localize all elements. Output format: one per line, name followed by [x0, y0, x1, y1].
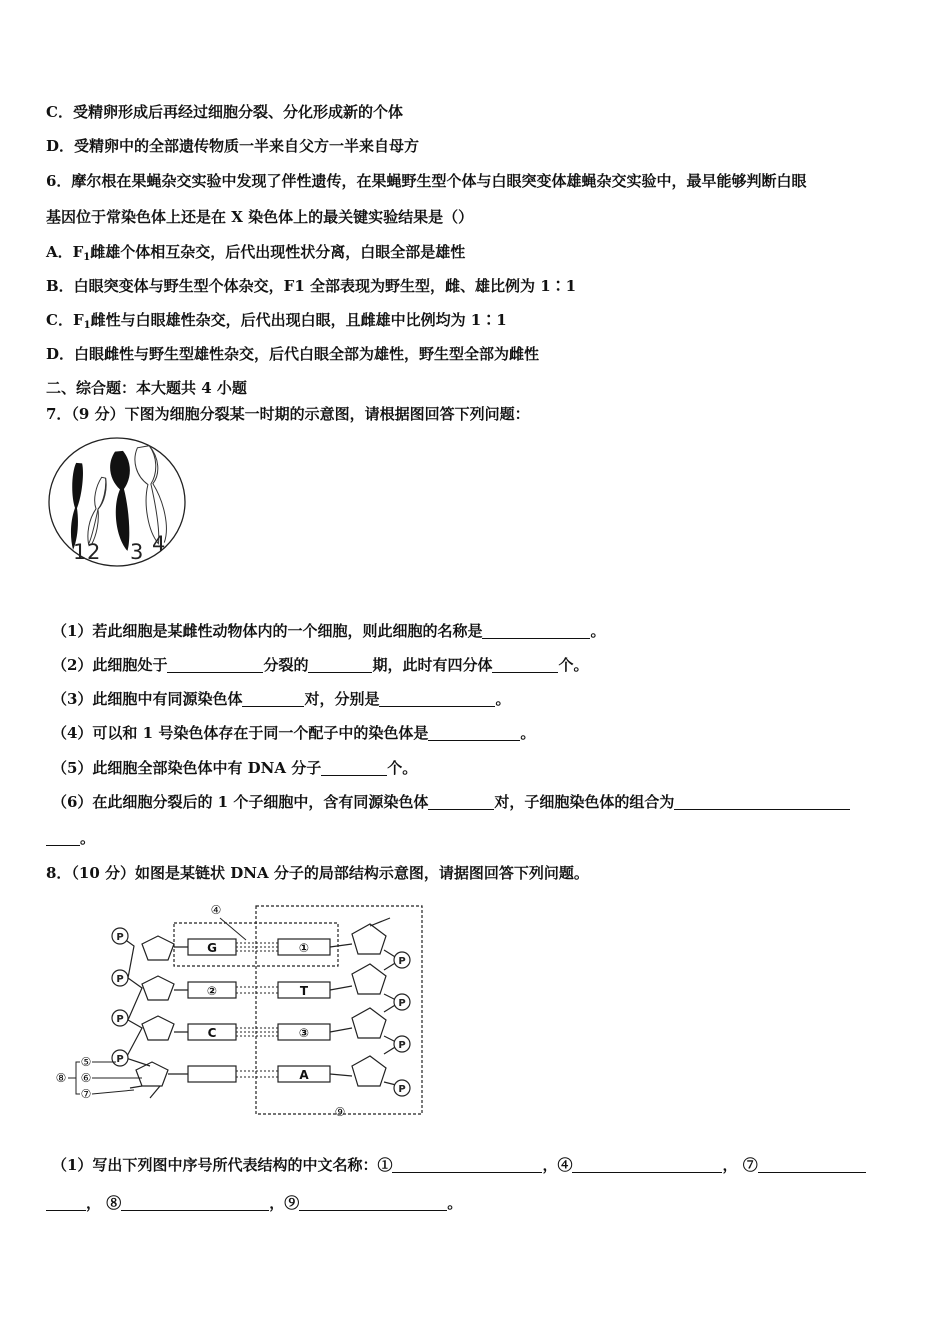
right-base-label-1: ①: [298, 941, 310, 955]
q7-part-3-text-c: 。: [495, 690, 511, 708]
q7-part-6-blank-combination-cont[interactable]: [46, 830, 80, 846]
q7-part-6-text-b: 对，子细胞染色体的组合为: [494, 793, 675, 811]
q7-part-2: [52, 655, 589, 675]
q5-option-c: C．受精卵形成后再经过细胞分裂、分化形成新的个体: [46, 103, 403, 121]
callout-label-8: ⑧: [55, 1071, 67, 1085]
right-sugar-2: [352, 964, 386, 994]
q6-option-a-text: 雌雄个体相互杂交，后代出现性状分离，白眼全部是雄性: [90, 243, 466, 261]
q7-part-6-end: 。: [80, 829, 96, 847]
q7-part-6: [52, 792, 850, 812]
q7-part-6-blank-combination[interactable]: [674, 794, 850, 810]
q8-part-1-text-c: ， ⑦: [722, 1156, 758, 1174]
left-sugar-4: [136, 1062, 168, 1086]
q7-part-4-answer-blank[interactable]: [428, 725, 520, 741]
chromosome-label-3: 3: [130, 540, 144, 564]
callout-label-6: ⑥: [80, 1071, 92, 1085]
section-2-title: 二、综合题：本大题共 4 小题: [46, 379, 247, 397]
chromosome-2: [85, 477, 109, 546]
right-phosphates: [394, 952, 410, 1096]
left-phosphates: [112, 928, 128, 1066]
q7-part-3: [52, 689, 510, 709]
q8-part-1-text-a: （1）写出下列图中序号所代表结构的中文名称：①: [52, 1156, 393, 1174]
chromosome-4: [133, 445, 172, 545]
cell-division-figure: [48, 436, 196, 570]
phosphate-label: P: [116, 1014, 124, 1025]
q7-part-2-blank-phase[interactable]: [308, 657, 372, 673]
right-base-label-2: T: [299, 984, 309, 998]
q8-blank-8[interactable]: [121, 1195, 269, 1211]
q8-part-1-text-d: ， ⑧: [86, 1194, 122, 1212]
q7-part-5-end: 个。: [387, 759, 418, 777]
q8-part-1-text-b: ，④: [542, 1156, 573, 1174]
q8-part-1-end: 。: [447, 1194, 463, 1212]
q8-blank-9[interactable]: [299, 1195, 447, 1211]
phosphate-label: P: [116, 974, 124, 985]
q8-part-1-continued: [46, 1193, 462, 1213]
q8-blank-1[interactable]: [392, 1157, 542, 1173]
q6-stem-line-2: 基因位于常染色体上还是在 X 染色体上的最关键实验结果是（）: [46, 208, 474, 226]
left-base-4: [188, 1066, 236, 1082]
right-base-label-4: A: [299, 1068, 309, 1082]
phosphate-label: P: [116, 932, 124, 943]
dna-structure-figure: [50, 898, 430, 1120]
chromosome-label-4: 4: [152, 532, 166, 556]
phosphate-label: P: [398, 1084, 406, 1095]
callout-label-9: ⑨: [334, 1105, 346, 1119]
q7-part-2-blank-tetrads[interactable]: [492, 657, 558, 673]
q7-part-4: [52, 723, 535, 743]
callout-7-line: [92, 1090, 134, 1094]
q7-part-6-text-a: （6）在此细胞分裂后的 1 个子细胞中，含有同源染色体: [52, 793, 429, 811]
q6-stem-line-1: 6．摩尔根在果蝇杂交实验中发现了伴性遗传，在果蝇野生型个体与白眼突变体雄蝇杂交实验中，最早能够判断白眼: [46, 172, 807, 190]
sugar-base-bonds: [168, 944, 352, 1076]
q7-part-3-text-a: （3）此细胞中有同源染色体: [52, 690, 243, 708]
q8-blank-7-cont[interactable]: [46, 1195, 86, 1211]
q7-part-1-end: 。: [590, 622, 606, 640]
phosphodiester-bond: [130, 1086, 160, 1098]
left-sugar-3: [142, 1016, 174, 1040]
callout-8-bracket: [68, 1062, 80, 1094]
left-base-label-3: C: [207, 1026, 217, 1040]
hydrogen-bonds: [236, 943, 278, 1077]
q7-part-5-answer-blank[interactable]: [321, 760, 387, 776]
right-sugar-1: [352, 924, 386, 954]
right-base-label-3: ③: [298, 1026, 310, 1040]
q7-part-5: [52, 758, 417, 778]
q6-option-a-subscript: 1: [83, 252, 91, 263]
right-sugar-4: [352, 1056, 386, 1086]
q6-option-c-prefix: C．F: [46, 311, 84, 329]
phosphate-label: P: [398, 956, 406, 967]
q7-part-2-text-b: 分裂的: [263, 656, 309, 674]
q6-option-d: D．白眼雌性与野生型雄性杂交，后代白眼全部为雄性，野生型全部为雌性: [46, 345, 540, 363]
q7-part-1-text: （1）若此细胞是某雌性动物体内的一个细胞，则此细胞的名称是: [52, 622, 483, 640]
q8-blank-7[interactable]: [758, 1157, 866, 1173]
q7-part-5-text: （5）此细胞全部染色体中有 DNA 分子: [52, 759, 322, 777]
q5-option-d: D．受精卵中的全部遗传物质一半来自父方一半来自母方: [46, 137, 420, 155]
chromosome-label-1: 1: [73, 540, 87, 564]
callout-4-line: [220, 918, 246, 940]
q8-part-1: [52, 1155, 866, 1175]
q8-stem: 8．（10 分）如图是某链状 DNA 分子的局部结构示意图，请据图回答下列问题。: [46, 864, 589, 882]
callout-label-5: ⑤: [80, 1055, 92, 1069]
q7-part-6-blank-pairs[interactable]: [428, 794, 494, 810]
q7-part-1: [52, 621, 605, 641]
q7-part-1-answer-blank[interactable]: [482, 623, 590, 639]
q7-part-3-blank-pairs[interactable]: [242, 691, 304, 707]
q7-part-2-text-c: 期，此时有四分体: [372, 656, 493, 674]
callout-label-7: ⑦: [80, 1087, 92, 1101]
phosphate-label: P: [398, 998, 406, 1009]
phosphate-label: P: [116, 1054, 124, 1065]
q7-part-2-blank-division-type[interactable]: [167, 657, 263, 673]
left-base-label-2: ②: [206, 984, 218, 998]
left-sugar-2: [142, 976, 174, 1000]
q6-option-a: [46, 242, 465, 268]
right-sugar-3: [352, 1008, 386, 1038]
left-backbone: [120, 936, 150, 1066]
q6-option-a-prefix: A．F: [46, 243, 84, 261]
q7-stem: 7．（9 分）下图为细胞分裂某一时期的示意图，请根据图回答下列问题：: [46, 405, 530, 423]
chromosome-3: [108, 450, 138, 552]
left-sugar-1: [142, 936, 174, 960]
q6-option-b: B．白眼突变体与野生型个体杂交，F1 全部表现为野生型，雌、雄比例为 1∶1: [46, 277, 577, 295]
q7-part-6-continued: [46, 828, 95, 848]
q8-part-1-text-e: ，⑨: [269, 1194, 300, 1212]
q8-blank-4[interactable]: [572, 1157, 722, 1173]
q7-part-3-blank-which[interactable]: [379, 691, 495, 707]
dna-pair-box: [174, 923, 338, 966]
callout-label-4: ④: [210, 903, 222, 917]
q7-part-4-end: 。: [520, 724, 536, 742]
q6-option-c: [46, 310, 507, 336]
q7-part-3-text-b: 对，分别是: [304, 690, 380, 708]
chromosome-label-2: 2: [87, 540, 101, 564]
q6-option-c-subscript: 1: [83, 320, 91, 331]
q7-part-2-text-a: （2）此细胞处于: [52, 656, 168, 674]
q7-part-4-text: （4）可以和 1 号染色体存在于同一个配子中的染色体是: [52, 724, 429, 742]
phosphate-label: P: [398, 1040, 406, 1051]
left-base-label-1: G: [207, 941, 217, 955]
chromosome-1: [68, 463, 84, 551]
q6-option-c-text: 雌性与白眼雄性杂交，后代出现白眼，且雌雄中比例均为 1∶1: [90, 311, 507, 329]
q7-part-2-text-d: 个。: [558, 656, 589, 674]
